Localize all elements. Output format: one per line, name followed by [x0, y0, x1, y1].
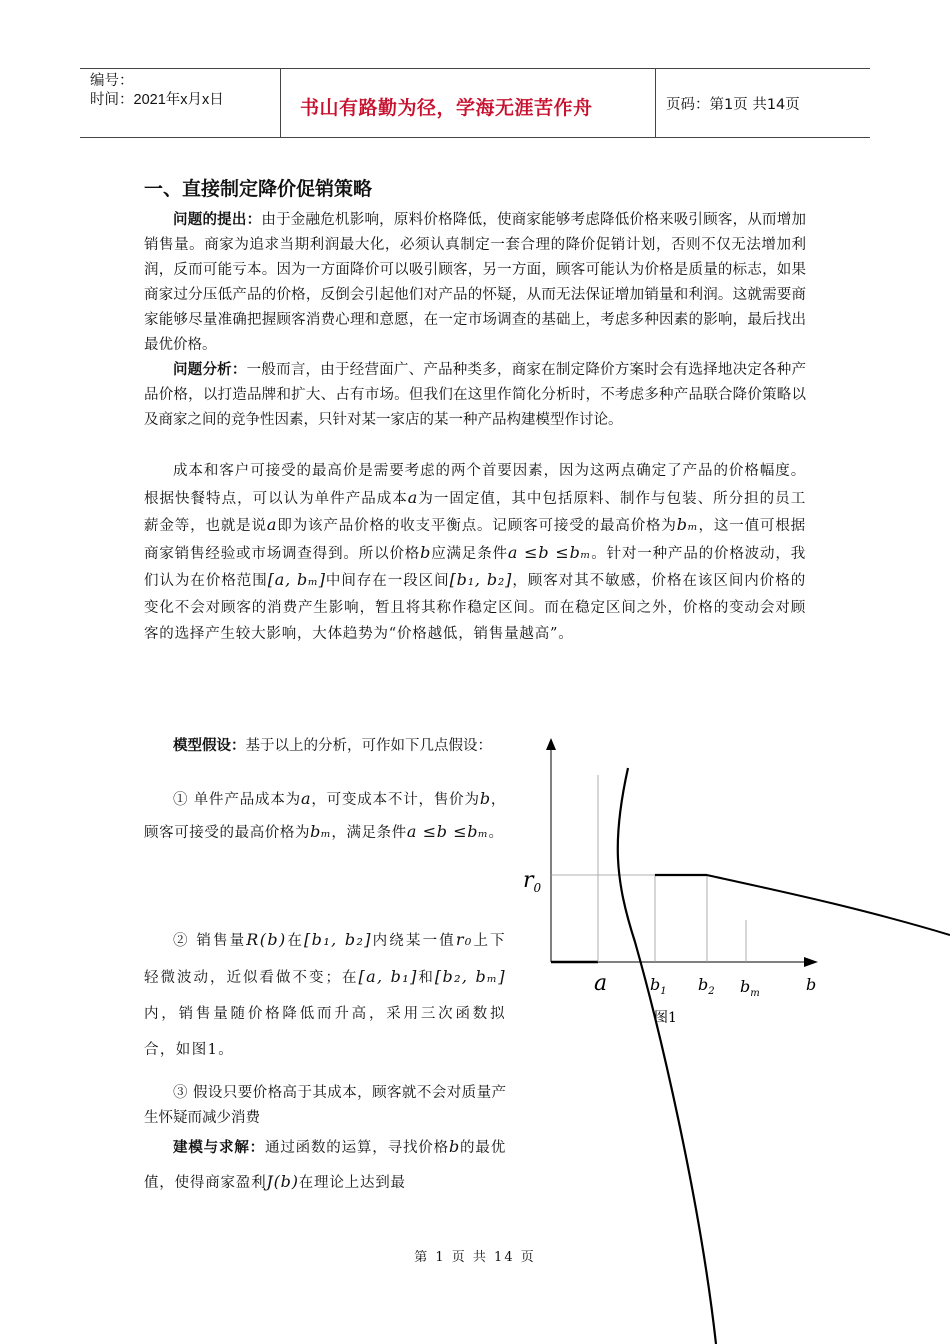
cost-text-7: 中间存在一段区间 — [325, 573, 450, 589]
assumption-2-text-6: 内，销售量随价格降低而升高，采用三次函数拟合，如图1。 — [144, 1006, 506, 1058]
math-b: b — [420, 542, 432, 562]
problem-label: 问题的提出： — [173, 212, 262, 228]
math-range-a-bm: [a, bₘ] — [267, 570, 326, 589]
page-info: 页码：第1页 共14页 — [666, 97, 800, 113]
cost-text-2: 为一固定值，其中包括原料、制作与包装、所分担的员工薪金等，也就是说 — [144, 490, 806, 534]
math-condition: a ≤b ≤bₘ — [406, 822, 489, 841]
modeling-text-1: 通过函数的运算，寻找价格 — [264, 1140, 449, 1156]
assumption-1-text-5: 。 — [488, 825, 504, 841]
cost-text-5: 应满足条件 — [431, 545, 508, 562]
assumption-2-text-5: 和 — [417, 970, 435, 986]
tick-label-bm: $b_m$ — [740, 977, 760, 999]
math-range-b1-b2: [b₁, b₂] — [304, 930, 372, 949]
tick-label-a: a — [594, 971, 608, 996]
tick-label-b1: $b_1$ — [650, 975, 667, 997]
math-Rb: R(b) — [246, 930, 287, 949]
code-label: 编号： — [90, 73, 134, 89]
math-range-a-b1: [a, b₁] — [358, 967, 418, 986]
math-range-b1-b2: [b₁, b₂] — [449, 570, 513, 589]
math-bm: bₘ — [310, 822, 332, 841]
math-range-b2-bm: [b₂, bₘ] — [434, 967, 506, 986]
analysis-label: 问题分析： — [173, 362, 247, 378]
analysis-text: 一般而言，由于经营面广、产品种类多，商家在制定降价方案时会有选择地决定各种产品价格，以打造品牌和扩大、占有市场。但我们在这里作简化分析时，不考虑多种产品联合降价策略以及商家之间的竞争性因素，只针对某一家店的某一种产品构建模型作讨论。 — [144, 362, 807, 428]
math-a: a — [407, 487, 419, 507]
assumption-1-text-2: ，可变成本不计，售价为 — [311, 792, 480, 808]
x-axis-arrow — [804, 957, 818, 967]
cost-text-3: 即为该产品价格的收支平衡点。记顾客可接受的最高价格为 — [277, 518, 677, 534]
math-condition: a ≤b ≤bₘ — [507, 542, 592, 562]
cost-text-4: ，这一值可根据商家销售经验或市场调查得到。所以价格 — [144, 518, 806, 562]
math-r0: r₀ — [455, 930, 473, 949]
assumption-2-text-1: ② 销售量 — [173, 933, 247, 949]
y-axis-arrow — [546, 738, 556, 750]
math-Jb: J(b) — [266, 1172, 299, 1191]
assumption-2-text-3: 内绕某一值 — [371, 933, 456, 949]
problem-text: 由于金融危机影响，原料价格降低，使商家能够考虑降低价格来吸引顾客，从而增加销售量。商家为追求当期利润最大化，必须认真制定一套合理的降价促销计划，否则不仅无法增加利润，反而可能亏本。因为一方面降价可以吸引顾客，另一方面，顾客可能认为价格是质量的标志，如果商家过分压低产品的价格，反倒会引起他们对产品的怀疑，从而无法保证增加销量和利润。这就需要商家能够尽量准确把握顾客消费心理和意愿，在一定市场调查的基础上，考虑多种因素的影响，最后找出最优价格。 — [144, 212, 806, 353]
assumption-1-text-3: ，顾客可接受的最高价格为 — [144, 792, 506, 841]
motto: 书山有路勤为径，学海无涯苦作舟 — [300, 97, 593, 119]
cost-text-1: 成本和客户可接受的最高价是需要考虑的两个首要因素，因为这两点确定了产品的价格幅度。根据快餐特点，可以认为单件产品成本 — [144, 463, 806, 507]
date-line: 时间：2021年x月x日 — [90, 92, 224, 108]
math-bm: bₘ — [676, 515, 699, 534]
math-b: b — [448, 1137, 460, 1156]
assumption-3-text: ③ 假设只要价格高于其成本，顾客就不会对质量产生怀疑而减少消费 — [144, 1085, 506, 1126]
figure-caption: 图1 — [654, 1010, 677, 1026]
assumptions-text: 基于以上的分析，可作如下几点假设： — [245, 738, 492, 754]
modeling-text-3: 在理论上达到最 — [298, 1175, 406, 1191]
assumption-1-text-1: ① 单件产品成本为 — [173, 792, 301, 808]
y-label-r0: $r_0$ — [523, 868, 542, 895]
tick-label-b2: $b_2$ — [698, 975, 715, 997]
assumptions-label: 模型假设： — [173, 738, 246, 754]
decline-curve — [707, 875, 950, 935]
modeling-text-2: 的最优值，使得商家盈利 — [144, 1140, 506, 1191]
assumption-2-text-2: 在 — [286, 933, 305, 949]
math-a: a — [300, 789, 312, 808]
cost-text-8: ，顾客对其不敏感，价格在该区间内价格的变化不会对顾客的消费产生影响，暂且将其称作稳定区间。而在稳定区间之外，价格的变动会对顾客的选择产生较大影响，大体趋势为“价格越低，销售量越高”。 — [144, 573, 806, 642]
cost-text-6: 。针对一种产品的价格波动，我们认为在价格范围 — [144, 545, 806, 589]
section-title: 一、直接制定降价促销策略 — [144, 178, 373, 200]
assumption-2-text-4: 上下轻微波动，近似看做不变；在 — [144, 933, 506, 986]
math-b: b — [479, 789, 491, 808]
assumption-1-text-4: ，满足条件 — [331, 825, 407, 841]
math-a: a — [266, 515, 278, 534]
page-footer: 第 1 页 共 14 页 — [414, 1250, 536, 1265]
modeling-label: 建模与求解： — [173, 1140, 265, 1156]
x-axis-label: b — [806, 975, 817, 994]
